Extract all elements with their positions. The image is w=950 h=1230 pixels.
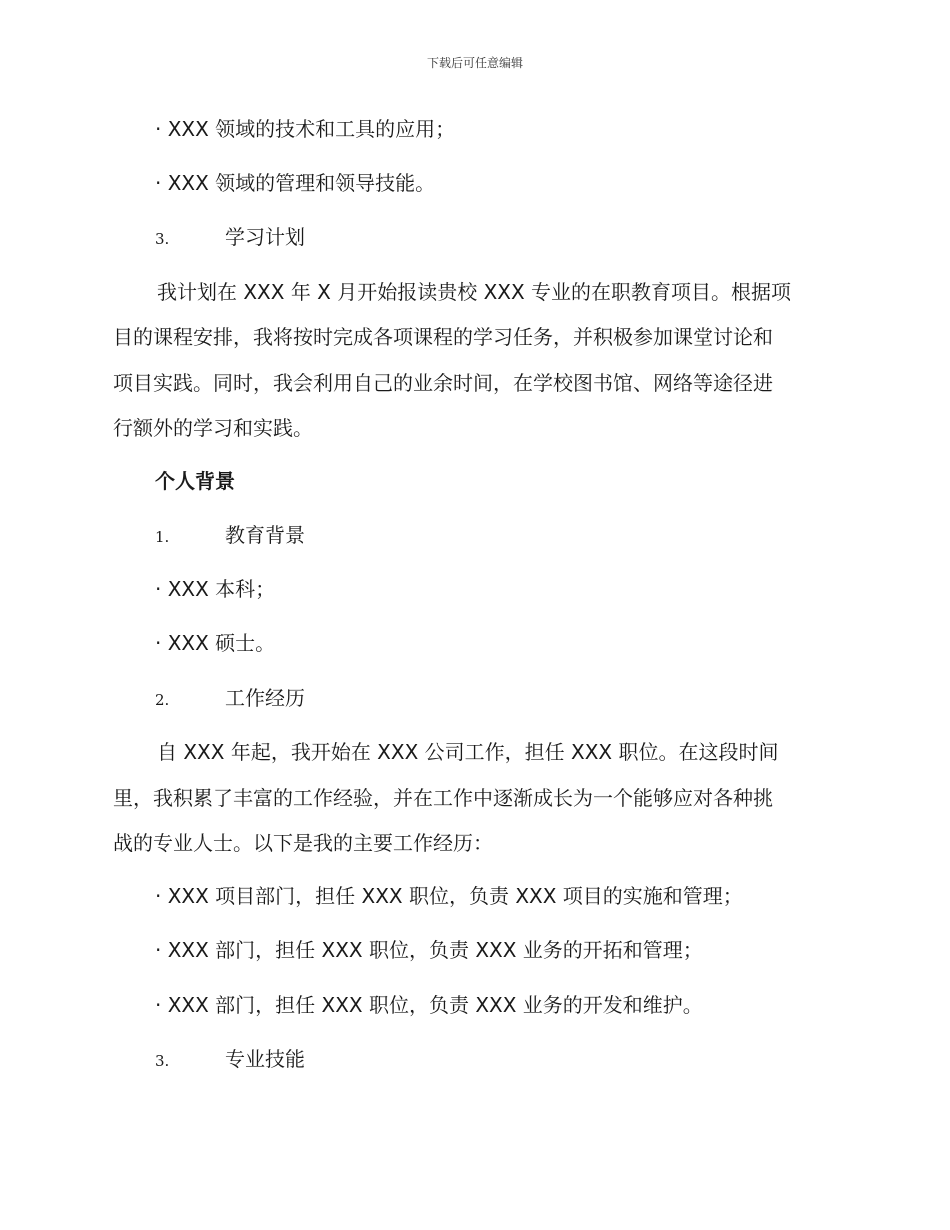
item-number: 3. xyxy=(155,1052,170,1070)
numbered-heading xyxy=(155,523,875,549)
paragraph-line: 目的课程安排，我将按时完成各项课程的学习任务，并积极参加课堂讨论和 xyxy=(113,325,773,349)
item-number: 1. xyxy=(155,528,170,546)
numbered-heading xyxy=(155,225,875,251)
paragraph-line: 行额外的学习和实践。 xyxy=(113,416,313,440)
section-heading: 个人背景 xyxy=(155,469,235,493)
item-title: 工作经历 xyxy=(225,686,305,710)
numbered-heading xyxy=(155,1047,875,1073)
item-number: 2. xyxy=(155,691,170,709)
item-title: 学习计划 xyxy=(225,225,305,249)
list-item: · XXX 领域的技术和工具的应用； xyxy=(155,117,456,141)
paragraph-line: 自 XXX 年起，我开始在 XXX 公司工作，担任 XXX 职位。在这段时间 xyxy=(157,740,779,764)
paragraph-line: 项目实践。同时，我会利用自己的业余时间，在学校图书馆、网络等途径进 xyxy=(113,371,773,395)
list-item: · XXX 硕士。 xyxy=(155,631,276,655)
list-item: · XXX 项目部门，担任 XXX 职位，负责 XXX 项目的实施和管理； xyxy=(155,884,743,908)
page-header: 下载后可任意编辑 xyxy=(426,56,523,70)
paragraph-line: 我计划在 XXX 年 X 月开始报读贵校 XXX 专业的在职教育项目。根据项 xyxy=(157,280,792,304)
item-number: 3. xyxy=(155,230,170,248)
item-title: 专业技能 xyxy=(225,1047,305,1071)
paragraph-line: 里，我积累了丰富的工作经验，并在工作中逐渐成长为一个能够应对各种挑 xyxy=(113,786,773,810)
list-item: · XXX 本科； xyxy=(155,577,276,601)
numbered-heading xyxy=(155,686,875,712)
list-item: · XXX 部门，担任 XXX 职位，负责 XXX 业务的开发和维护。 xyxy=(155,993,703,1017)
item-title: 教育背景 xyxy=(225,523,305,547)
paragraph-line: 战的专业人士。以下是我的主要工作经历： xyxy=(113,831,493,855)
list-item: · XXX 领域的管理和领导技能。 xyxy=(155,171,436,195)
list-item: · XXX 部门，担任 XXX 职位，负责 XXX 业务的开拓和管理； xyxy=(155,938,703,962)
